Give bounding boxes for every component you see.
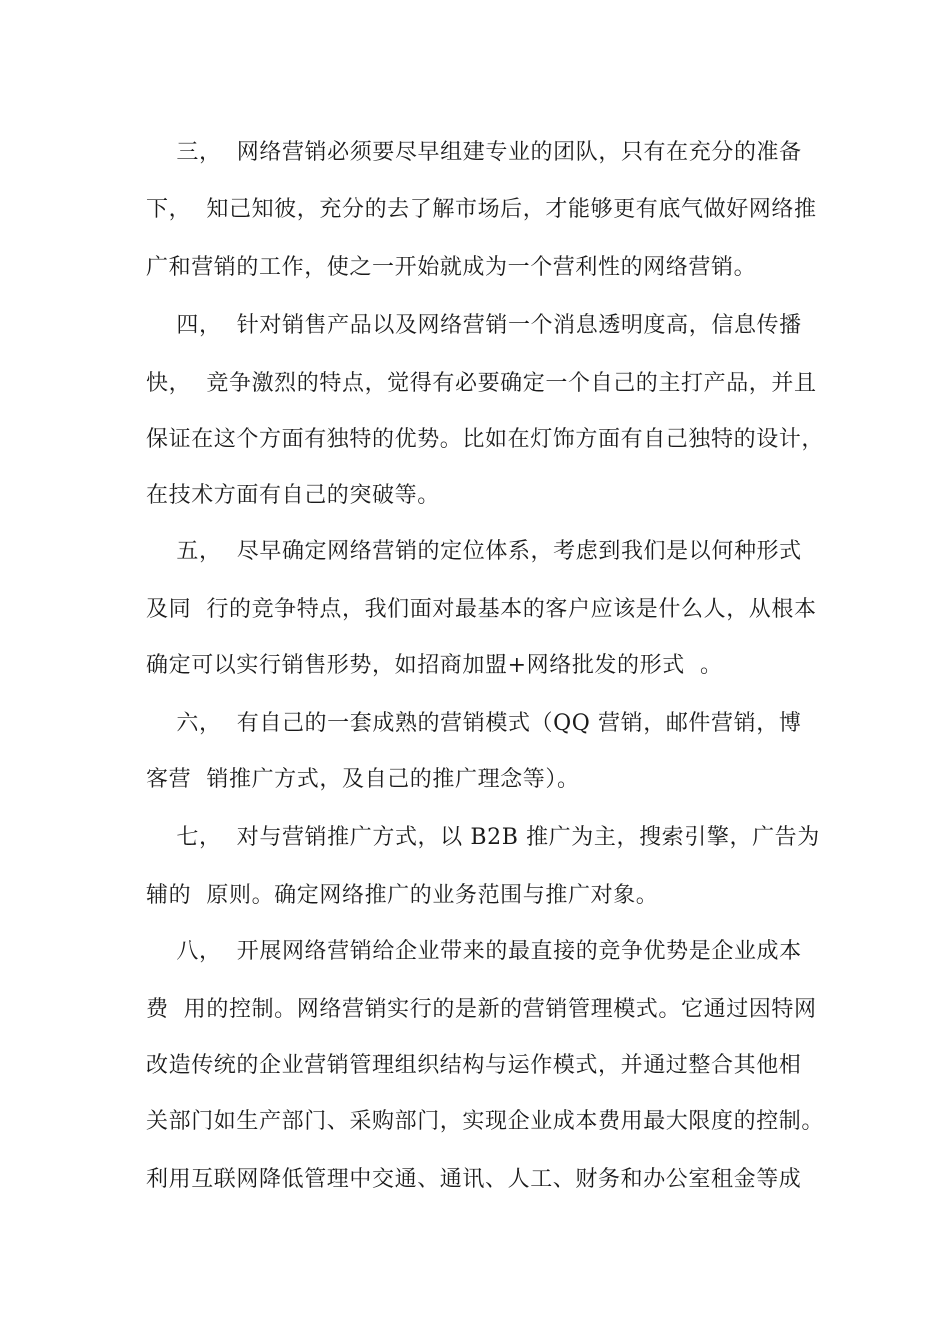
text-line: 确定可以实行销售形势，如招商加盟+网络批发的形式 。 — [146, 653, 723, 678]
text-line: 保证在这个方面有独特的优势。比如在灯饰方面有自己独特的设计， — [146, 427, 825, 452]
text-line: 在技术方面有自己的突破等。 — [146, 483, 440, 508]
text-line: 三， 网络营销必须要尽早组建专业的团队，只有在充分的准备 — [146, 140, 802, 165]
text-line: 客营 销推广方式，及自己的推广理念等）。 — [146, 767, 580, 792]
text-line: 快， 竞争激烈的特点，觉得有必要确定一个自己的主打产品，并且 — [146, 371, 817, 396]
text-line: 利用互联网降低管理中交通、通讯、人工、财务和办公室租金等成 — [146, 1167, 802, 1192]
text-line: 辅的 原则。确定网络推广的业务范围与推广对象。 — [146, 883, 659, 908]
text-line: 费 用的控制。网络营销实行的是新的营销管理模式。它通过因特网 — [146, 997, 817, 1022]
text-line: 六， 有自己的一套成熟的营销模式（QQ 营销，邮件营销，博 — [146, 711, 802, 736]
text-line: 关部门如生产部门、采购部门，实现企业成本费用最大限度的控制。 — [146, 1109, 825, 1134]
text-line: 八， 开展网络营销给企业带来的最直接的竞争优势是企业成本 — [146, 939, 802, 964]
text-line: 五， 尽早确定网络营销的定位体系，考虑到我们是以何种形式 — [146, 539, 802, 564]
text-line: 四， 针对销售产品以及网络营销一个消息透明度高，信息传播 — [146, 313, 802, 338]
text-line: 下， 知己知彼，充分的去了解市场后，才能够更有底气做好网络推 — [146, 197, 817, 222]
text-line: 改造传统的企业营销管理组织结构与运作模式，并通过整合其他相 — [146, 1053, 802, 1078]
text-line: 七， 对与营销推广方式，以 B2B 推广为主，搜索引擎，广告为 — [146, 825, 820, 850]
text-line: 及同 行的竞争特点，我们面对最基本的客户应该是什么人，从根本 — [146, 597, 817, 622]
text-line: 广和营销的工作，使之一开始就成为一个营利性的网络营销。 — [146, 255, 757, 280]
